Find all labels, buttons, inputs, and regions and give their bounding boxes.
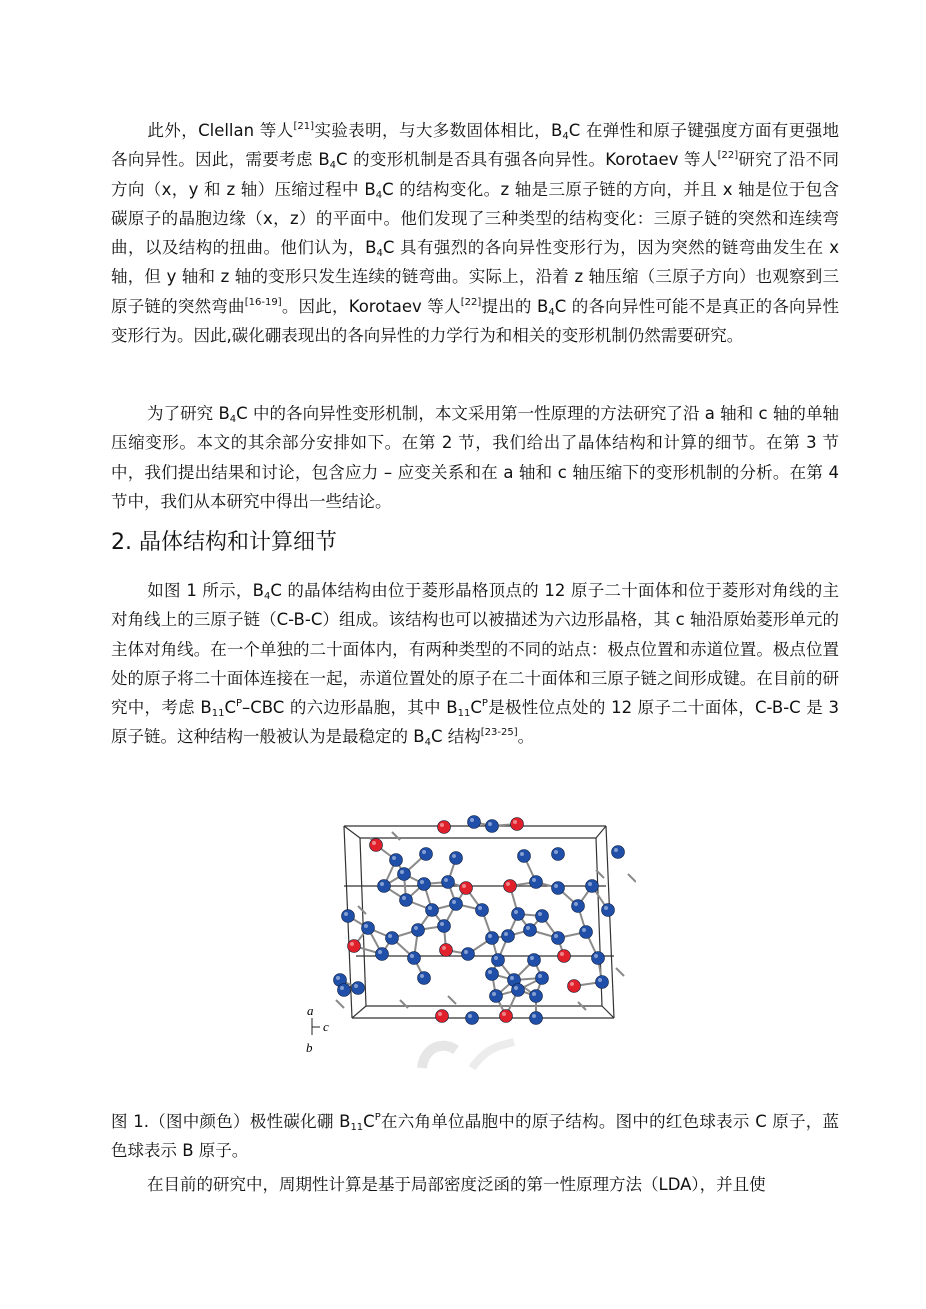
paragraph-crystal-structure: 如图 1 所示，$B_4C$ 的晶体结构由位于菱形晶格顶点的 12 原子二十面体和位于菱形对角线的主对角线上的三原子链（C-B-C）组成。该结构也可以被描述为六边形晶格，其 c 轴沿原始菱形单元的主体对角线。在一个单独的二十面体内，有两种类型的不同的站点：极点位置和赤道位置。极点位置处的原子将二十面体连接在一起，赤道位置处的原子在二十面体和三原子链之间形成键。在目前的研究中，考虑 $B_{11}C^P$–CBC 的六边形晶胞，其中 $B_{11}C^P$是极性位点处的 12 原子二十面体，C-B-C 是 3 原子链。这种结构一般被认为是最稳定的 $B_4C$ 结构[23-25]。 bbox=[111, 581, 839, 749]
boron-atom bbox=[390, 854, 403, 867]
atom-highlight bbox=[514, 910, 518, 914]
atom-highlight bbox=[364, 924, 368, 928]
bond-stub bbox=[628, 874, 636, 882]
carbon-atom bbox=[440, 944, 453, 957]
citation-ref: [21] bbox=[293, 121, 315, 132]
boron-atom bbox=[426, 904, 439, 917]
boron-atom bbox=[552, 932, 565, 945]
citation-ref: [22] bbox=[460, 296, 482, 308]
atom-highlight bbox=[513, 820, 517, 824]
atom-highlight bbox=[452, 900, 456, 904]
boron-atom bbox=[612, 846, 625, 859]
boron-atom bbox=[362, 922, 375, 935]
atom-highlight bbox=[344, 912, 348, 916]
boron-atom bbox=[512, 908, 525, 921]
boron-atom bbox=[338, 984, 351, 997]
boron-atom bbox=[450, 852, 463, 865]
carbon-atom bbox=[370, 839, 383, 852]
atom-highlight bbox=[532, 1014, 536, 1018]
atom-highlight bbox=[442, 946, 446, 950]
axis-label-b: b bbox=[306, 1040, 313, 1055]
atom-highlight bbox=[598, 978, 602, 982]
boron-atom bbox=[408, 952, 421, 965]
atom-highlight bbox=[440, 823, 444, 827]
boron-atom bbox=[530, 990, 543, 1003]
boron-atom bbox=[530, 876, 543, 889]
citation-ref: [16-19] bbox=[244, 296, 282, 308]
atom-highlight bbox=[440, 922, 444, 926]
atom-highlight bbox=[380, 882, 384, 886]
boron-atom bbox=[476, 904, 489, 917]
atom-highlight bbox=[510, 976, 514, 980]
boron-atom bbox=[418, 878, 431, 891]
carbon-atom bbox=[460, 882, 473, 895]
boron-atom bbox=[342, 910, 355, 923]
figure-crystal-structure bbox=[296, 810, 636, 1072]
boron-atom bbox=[552, 882, 565, 895]
atom-highlight bbox=[400, 870, 404, 874]
carbon-atom bbox=[504, 880, 517, 893]
boron-atom bbox=[586, 880, 599, 893]
atom-highlight bbox=[470, 818, 474, 822]
cell-edge bbox=[602, 1006, 614, 1018]
boron-atom bbox=[518, 850, 531, 863]
boron-atom bbox=[418, 972, 431, 985]
atom-highlight bbox=[444, 878, 448, 882]
atom-highlight bbox=[488, 970, 492, 974]
boron-atom bbox=[512, 984, 525, 997]
atom-highlight bbox=[582, 928, 586, 932]
atom-highlight bbox=[420, 880, 424, 884]
atom-highlight bbox=[492, 992, 496, 996]
atom-highlight bbox=[354, 984, 358, 988]
atom-highlight bbox=[554, 934, 558, 938]
atom-highlight bbox=[414, 926, 418, 930]
paragraph-study-outline: 为了研究 $B_4C$ 中的各向异性变形机制，本文采用第一性原理的方法研究了沿 a 轴和 c 轴的单轴压缩变形。本文的其余部分安排如下。在第 2 节，我们给出了晶体结构和计算的细节。在第 3 节中，我们提出结果和讨论，包含应力 – 应变关系和在 a 轴和 c 轴压缩下的变形机制的分析。在第 4 节中，我们从本研究中得出一些结论。 bbox=[111, 404, 839, 511]
atom-highlight bbox=[594, 954, 598, 958]
boron-atom bbox=[442, 876, 455, 889]
bond-stub bbox=[336, 1000, 344, 1008]
crystal-structure-image bbox=[296, 810, 636, 1072]
atom-highlight bbox=[494, 956, 498, 960]
boron-atom bbox=[592, 952, 605, 965]
boron-atom bbox=[486, 820, 499, 833]
boron-atom bbox=[420, 848, 433, 861]
boron-atom bbox=[572, 900, 585, 913]
boron-atom bbox=[400, 894, 413, 907]
cell-edge bbox=[352, 1006, 366, 1018]
boron-atom bbox=[536, 972, 549, 985]
carbon-atom bbox=[511, 818, 524, 831]
boron-atom bbox=[530, 1012, 543, 1025]
boron-atom bbox=[462, 948, 475, 961]
boron-atom bbox=[378, 880, 391, 893]
atom-highlight bbox=[462, 884, 466, 888]
carbon-atom bbox=[436, 1010, 449, 1023]
atom-highlight bbox=[532, 992, 536, 996]
atom-highlight bbox=[506, 882, 510, 886]
cell-edge bbox=[596, 826, 606, 838]
axis-label-c: c bbox=[323, 1019, 329, 1034]
atom-highlight bbox=[588, 882, 592, 886]
atom-highlight bbox=[604, 906, 608, 910]
atom-highlight bbox=[392, 856, 396, 860]
atom-highlight bbox=[538, 912, 542, 916]
atom-highlight bbox=[526, 926, 530, 930]
boron-atom bbox=[466, 1012, 479, 1025]
boron-atom bbox=[536, 910, 549, 923]
atoms bbox=[334, 816, 625, 1025]
bond-stub bbox=[400, 1000, 408, 1008]
boron-atom bbox=[486, 932, 499, 945]
atom-highlight bbox=[420, 974, 424, 978]
atom-highlight bbox=[560, 952, 564, 956]
atom-highlight bbox=[428, 906, 432, 910]
atom-highlight bbox=[464, 950, 468, 954]
atom-highlight bbox=[554, 884, 558, 888]
carbon-atom bbox=[438, 821, 451, 834]
atom-highlight bbox=[478, 906, 482, 910]
section-heading: 2. 晶体结构和计算细节 bbox=[111, 530, 337, 555]
boron-atom bbox=[492, 954, 505, 967]
cell-edge bbox=[344, 826, 360, 838]
atom-highlight bbox=[574, 902, 578, 906]
atom-highlight bbox=[514, 986, 518, 990]
paragraph-methods: 在目前的研究中，周期性计算是基于局部密度泛函的第一性原理方法（LDA），并且使 bbox=[147, 1175, 766, 1194]
atom-highlight bbox=[372, 841, 376, 845]
atom-highlight bbox=[350, 942, 354, 946]
atom-highlight bbox=[554, 850, 558, 854]
atom-highlight bbox=[336, 976, 340, 980]
boron-atom bbox=[398, 868, 411, 881]
figure-caption: 图 1.（图中颜色）极性碳化硼 $B_{11}C^P$在六角单位晶胞中的原子结构。图中的红色球表示 C 原子，蓝色球表示 B 原子。 bbox=[111, 1112, 839, 1161]
atom-highlight bbox=[402, 896, 406, 900]
boron-atom bbox=[352, 982, 365, 995]
carbon-atom bbox=[348, 940, 361, 953]
carbon-atom bbox=[500, 1010, 513, 1023]
boron-atom bbox=[596, 976, 609, 989]
atom-highlight bbox=[570, 982, 574, 986]
atom-highlight bbox=[520, 852, 524, 856]
paragraph-anisotropy-intro: 此外，Clellan 等人[21]实验表明，与大多数固体相比，$B_4C$ 在弹性和原子键强度方面有更强地各向异性。因此，需要考虑 $B_4C$ 的变形机制是否具有强各向异性。Korotaev 等人[22]研究了沿不同方向（x，y 和 z 轴）压缩过程中 $B_4C$ 的结构变化。z 轴是三原子链的方向，并且 x 轴是位于包含碳原子的晶胞边缘（x，z）的平面中。他们发现了三种类型的结构变化：三原子链的突然和连续弯曲，以及结构的扭曲。他们认为，$B_4C$ 具有强烈的各向异性变形行为，因为突然的链弯曲发生在 x 轴，但 y 轴和 z 轴的变形只发生连续的链弯曲。实际上，沿着 z 轴压缩（三原子方向）也观察到三原子链的突然弯曲[16-19]。因此，Korotaev 等人[22]提出的 $B_4C$ 的各向异性可能不是真正的各向异性变形行为。因此,碳化硼表现出的各向异性的力学行为和相关的变形机制仍然需要研究。 bbox=[111, 121, 839, 346]
boron-atom bbox=[468, 816, 481, 829]
atom-highlight bbox=[538, 974, 542, 978]
atom-highlight bbox=[410, 954, 414, 958]
carbon-atom bbox=[558, 950, 571, 963]
atom-highlight bbox=[532, 878, 536, 882]
atom-highlight bbox=[468, 1014, 472, 1018]
atom-highlight bbox=[422, 850, 426, 854]
boron-atom bbox=[528, 954, 541, 967]
atom-highlight bbox=[340, 986, 344, 990]
bond-stub bbox=[616, 968, 624, 976]
atom-highlight bbox=[488, 934, 492, 938]
axis-indicator bbox=[306, 1003, 329, 1055]
bond-stub bbox=[392, 832, 400, 840]
axis-label-a: a bbox=[307, 1003, 314, 1018]
boron-atom bbox=[386, 932, 399, 945]
atom-highlight bbox=[438, 1012, 442, 1016]
boron-atom bbox=[524, 924, 537, 937]
boron-atom bbox=[552, 848, 565, 861]
boron-atom bbox=[450, 898, 463, 911]
boron-atom bbox=[490, 990, 503, 1003]
boron-atom bbox=[580, 926, 593, 939]
watermark-stroke bbox=[422, 1046, 456, 1068]
atom-highlight bbox=[388, 934, 392, 938]
atom-highlight bbox=[378, 950, 382, 954]
atom-highlight bbox=[530, 956, 534, 960]
atomic-bonds bbox=[336, 822, 636, 1018]
boron-atom bbox=[412, 924, 425, 937]
atom-highlight bbox=[504, 932, 508, 936]
atom-highlight bbox=[502, 1012, 506, 1016]
atom-highlight bbox=[452, 854, 456, 858]
boron-atom bbox=[438, 920, 451, 933]
citation-ref: [23-25] bbox=[480, 727, 518, 739]
citation-ref: [22] bbox=[717, 150, 739, 162]
atom-highlight bbox=[488, 822, 492, 826]
boron-atom bbox=[502, 930, 515, 943]
boron-atom bbox=[602, 904, 615, 917]
watermark-stroke bbox=[472, 1042, 514, 1068]
atom-highlight bbox=[614, 848, 618, 852]
boron-atom bbox=[376, 948, 389, 961]
bond-stub bbox=[448, 996, 456, 1004]
carbon-atom bbox=[568, 980, 581, 993]
boron-atom bbox=[486, 968, 499, 981]
